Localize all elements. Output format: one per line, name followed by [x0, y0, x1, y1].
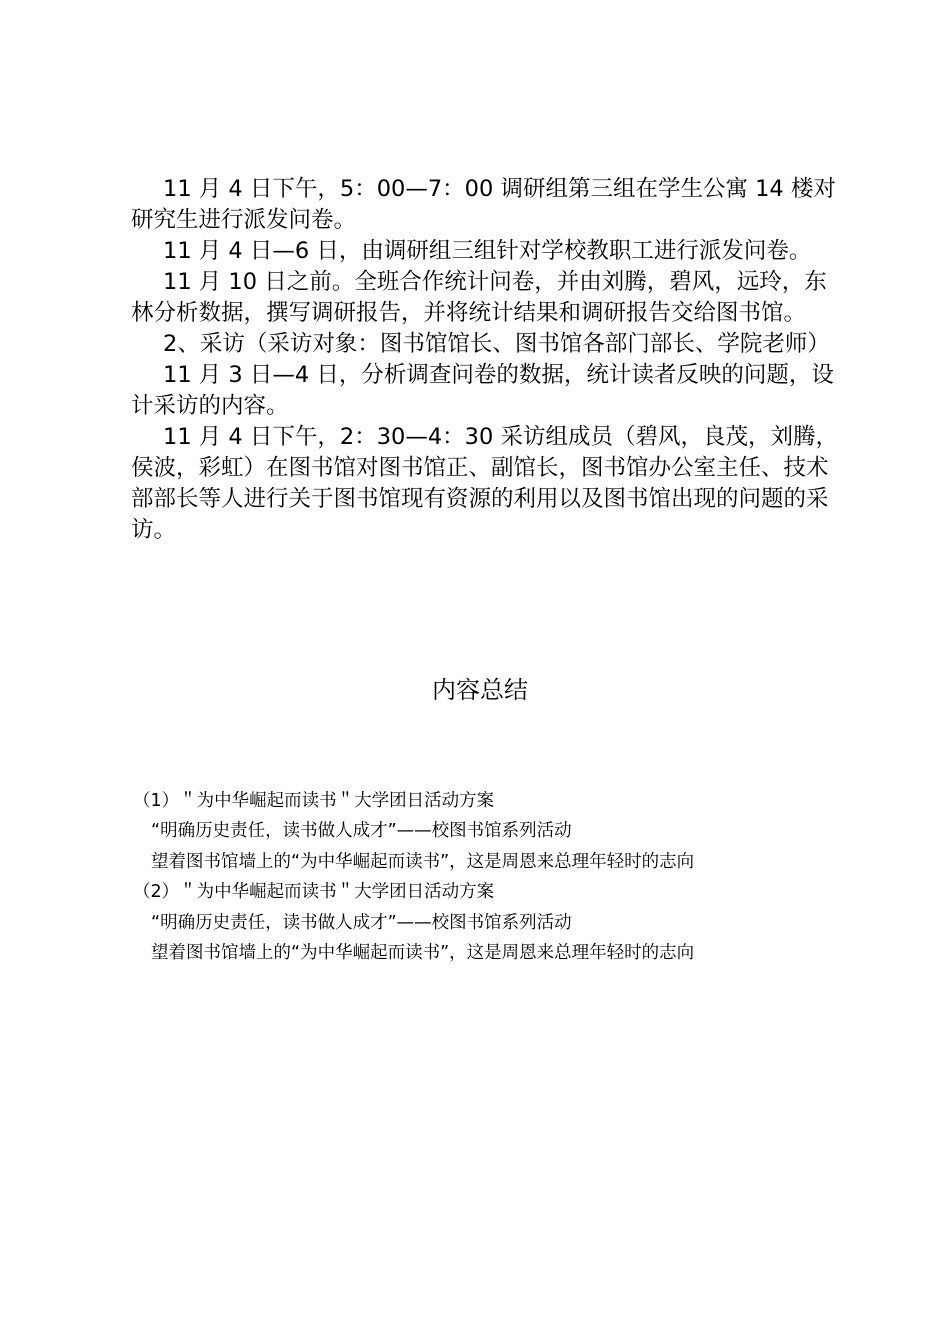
- summary-list: [133, 786, 853, 968]
- summary-item-heading: （1）＂为中华崛起而读书＂大学团日活动方案: [133, 791, 495, 811]
- paragraph: 11 月 10 日之前。全班合作统计问卷，并由刘腾，碧风，远玲，东林分析数据，撰写调研报告，并将统计结果和调研报告交给图书馆。: [131, 269, 827, 326]
- paragraph: 11 月 4 日下午，5：00—7：00 调研组第三组在学生公寓 14 楼对研究生进行派发问卷。: [131, 176, 836, 233]
- summary-item-heading: （2）＂为中华崛起而读书＂大学团日活动方案: [133, 882, 495, 903]
- summary-item-line: “明确历史责任，读书做人成才”——校图书馆系列活动: [151, 912, 572, 933]
- paragraph: 11 月 4 日下午，2：30—4：30 采访组成员（碧风，良茂，刘腾，侯波，彩虹）在图书馆对图书馆正、副馆长，图书馆办公室主任、技术部部长等人进行关于图书馆现有资源的利用以及图书馆出现的问题的采访。: [131, 424, 838, 543]
- summary-item-line: “明确历史责任，读书做人成才”——校图书馆系列活动: [151, 821, 572, 842]
- body-text: [131, 174, 841, 546]
- paragraph: 11 月 3 日—4 日，分析调查问卷的数据，统计读者反映的问题，设计采访的内容。: [131, 362, 834, 419]
- paragraph: 2、采访（采访对象：图书馆馆长、图书馆各部门部长、学院老师）: [163, 331, 830, 357]
- paragraph: 11 月 4 日—6 日，由调研组三组针对学校教职工进行派发问卷。: [163, 238, 812, 264]
- summary-title: 内容总结: [432, 676, 528, 704]
- summary-item-line: 望着图书馆墙上的“为中华崛起而读书”，这是周恩来总理年轻时的志向: [151, 943, 695, 964]
- summary-item-line: 望着图书馆墙上的“为中华崛起而读书”，这是周恩来总理年轻时的志向: [151, 851, 695, 872]
